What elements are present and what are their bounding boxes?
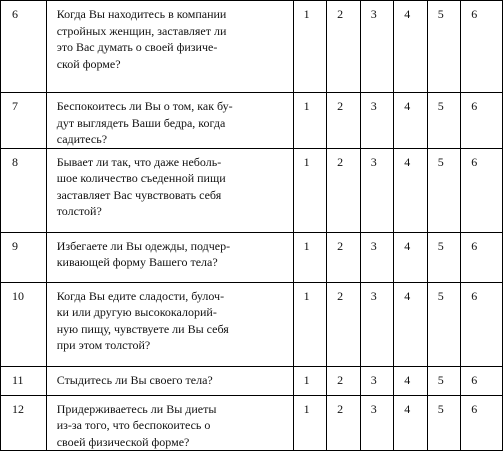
scale-option-1[interactable]: 1 [293,232,327,282]
question-text-line: стройных женщин, заставляет ли [56,23,227,38]
question-text-line: Избегаете ли Вы одежды, подчер- [56,238,231,253]
scale-option-2[interactable]: 2 [327,232,361,282]
question-text-line: ской форме? [56,56,121,71]
question-text [46,366,293,395]
question-text-line: Стыдитесь ли Вы своего тела? [56,372,213,387]
scale-option-4[interactable]: 4 [394,232,428,282]
question-text [46,1,293,93]
question-number: 8 [1,148,47,232]
scale-option-2[interactable]: 2 [327,148,361,232]
question-number: 7 [1,93,47,149]
scale-option-6[interactable]: 6 [461,1,503,93]
questionnaire-body [1,1,503,451]
question-text [46,148,293,232]
question-text [46,282,293,366]
scale-option-5[interactable]: 5 [427,395,461,451]
question-text-line: шое количество съеденной пищи [56,171,226,185]
scale-option-5[interactable]: 5 [427,282,461,366]
scale-option-3[interactable]: 3 [360,282,394,366]
scale-option-4[interactable]: 4 [394,1,428,93]
scale-option-3[interactable]: 3 [360,93,394,149]
question-number: 9 [1,232,47,282]
question-row-10 [1,282,503,366]
question-number: 11 [1,366,47,395]
scale-option-5[interactable]: 5 [427,148,461,232]
question-number: 12 [1,395,47,451]
question-text-line: Беспокоитесь ли Вы о том, как бу- [56,99,233,113]
question-text-line: Когда Вы едите сладости, булоч- [56,288,225,303]
scale-option-2[interactable]: 2 [327,93,361,149]
scale-option-6[interactable]: 6 [461,148,503,232]
question-text-line: Бывает ли так, что даже неболь- [56,154,222,169]
question-row-9 [1,232,503,282]
question-number: 6 [1,1,47,93]
scale-option-1[interactable]: 1 [293,282,327,366]
question-text-line: садитесь? [56,132,108,146]
scale-option-5[interactable]: 5 [427,1,461,93]
question-text-line: ную пищу, чувствуете ли Вы себя [56,321,229,336]
question-text [46,395,293,451]
scale-option-6[interactable]: 6 [461,395,503,451]
question-text-line: толстой? [56,204,102,218]
question-text-line: при этом толстой? [56,338,151,352]
scale-option-4[interactable]: 4 [394,395,428,451]
scale-option-2[interactable]: 2 [327,395,361,451]
scale-option-4[interactable]: 4 [394,93,428,149]
scale-option-6[interactable]: 6 [461,282,503,366]
scale-option-4[interactable]: 4 [394,148,428,232]
scale-option-5[interactable]: 5 [427,93,461,149]
scale-option-4[interactable]: 4 [394,366,428,395]
question-row-8 [1,148,503,232]
scale-option-1[interactable]: 1 [293,148,327,232]
scale-option-5[interactable]: 5 [427,232,461,282]
scale-option-1[interactable]: 1 [293,395,327,451]
question-row-7 [1,93,503,149]
question-row-6 [1,1,503,93]
scale-option-6[interactable]: 6 [461,232,503,282]
question-text-line: это Вас думать о своей физиче- [56,40,218,54]
scale-option-6[interactable]: 6 [461,93,503,149]
scale-option-1[interactable]: 1 [293,366,327,395]
question-text-line: дут выглядеть Ваши бедра, когда [56,115,226,130]
scale-option-3[interactable]: 3 [360,232,394,282]
question-row-11 [1,366,503,395]
scale-option-2[interactable]: 2 [327,366,361,395]
question-text-line: заставляет Вас чувствовать себя [56,187,222,202]
scale-option-3[interactable]: 3 [360,148,394,232]
question-text-line: ки или другую высококалорий- [56,305,217,319]
scale-option-3[interactable]: 3 [360,366,394,395]
question-text-line: кивающей форму Вашего тела? [56,255,218,269]
question-number: 10 [1,282,47,366]
scale-option-5[interactable]: 5 [427,366,461,395]
question-text-line: Придерживаетесь ли Вы диеты [56,401,217,416]
scale-option-3[interactable]: 3 [360,395,394,451]
scale-option-2[interactable]: 2 [327,1,361,93]
scale-option-2[interactable]: 2 [327,282,361,366]
question-text-line: своей физической форме? [56,434,190,449]
scale-option-6[interactable]: 6 [461,366,503,395]
scale-option-3[interactable]: 3 [360,1,394,93]
scale-option-4[interactable]: 4 [394,282,428,366]
question-text [46,93,293,149]
scale-option-1[interactable]: 1 [293,93,327,149]
question-text-line: Когда Вы находитесь в компании [56,7,227,21]
question-text-line: из-за того, что беспокоитесь о [56,418,211,432]
scale-option-1[interactable]: 1 [293,1,327,93]
question-text [46,232,293,282]
question-row-12 [1,395,503,451]
